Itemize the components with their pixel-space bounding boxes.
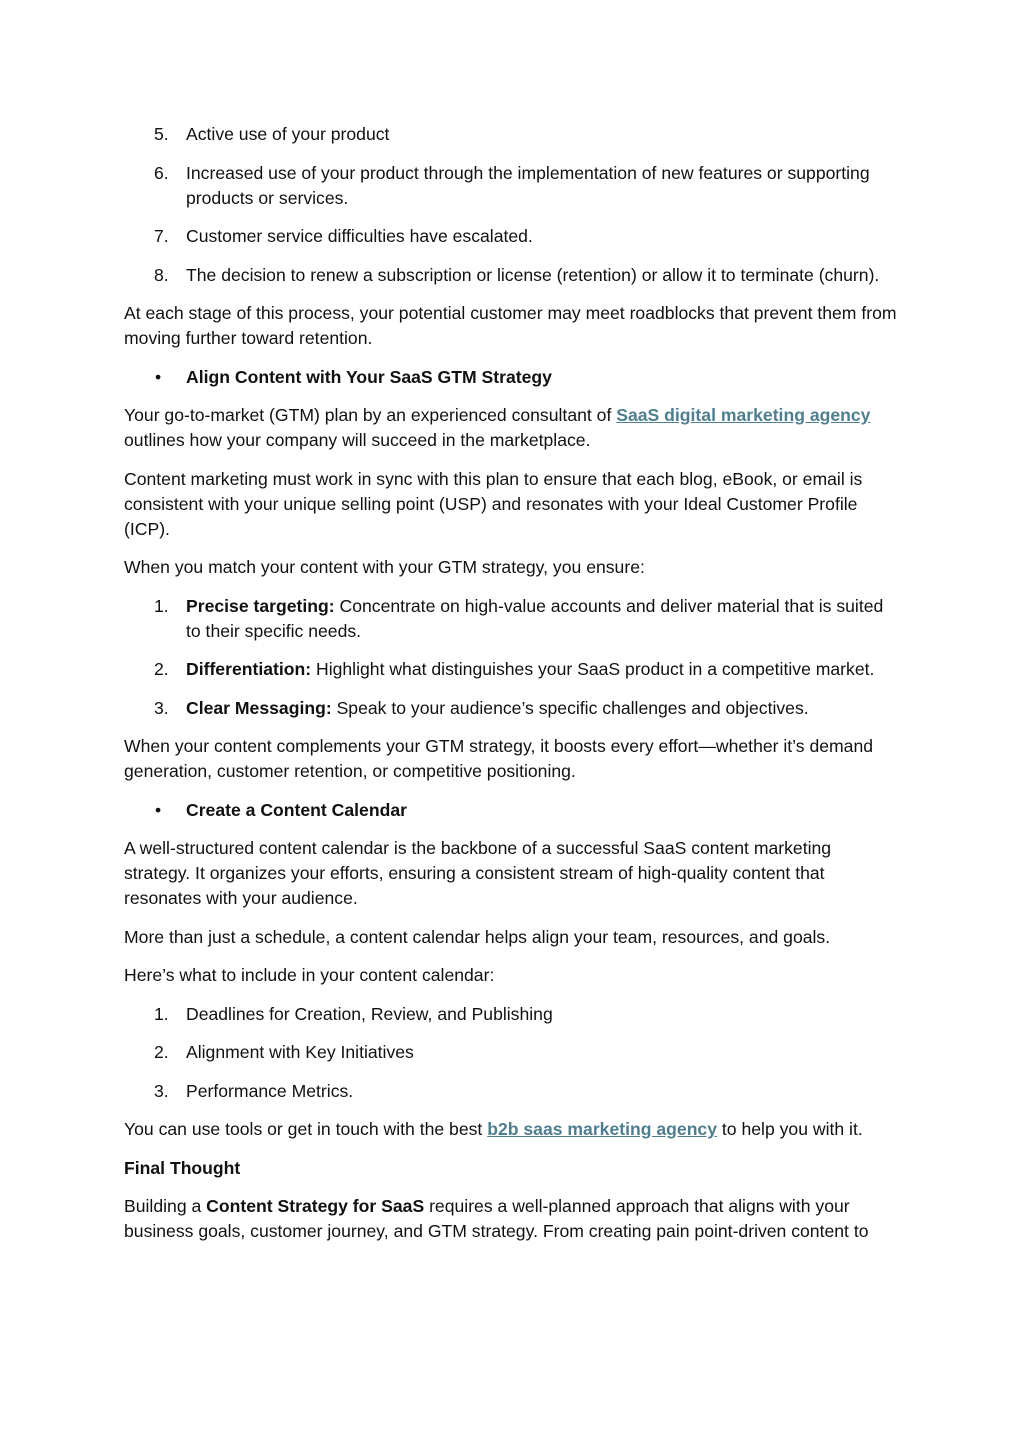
paragraph-stage: At each stage of this process, your potential customer may meet roadblocks that prevent them from moving further toward retention. bbox=[124, 303, 897, 348]
paragraph-backbone: A well-structured content calendar is the backbone of a successful SaaS content marketing strategy. It organizes your efforts, ensuring a consistent stream of high-quality content that resonates with your audience. bbox=[124, 838, 832, 908]
list-number: 3. bbox=[154, 697, 169, 718]
paragraph-final bbox=[124, 1194, 900, 1244]
heading-text: Final Thought bbox=[124, 1157, 241, 1178]
list-item bbox=[124, 1002, 900, 1027]
paragraph-schedule: More than just a schedule, a content calendar helps align your team, resources, and goals. bbox=[124, 926, 831, 947]
list-item-text: Alignment with Key Initiatives bbox=[186, 1042, 414, 1062]
numbered-list-journey bbox=[124, 122, 900, 288]
list-item bbox=[124, 263, 900, 288]
bullet-icon: • bbox=[155, 366, 162, 387]
b2b-agency-link[interactable]: b2b saas marketing agency bbox=[487, 1119, 718, 1139]
heading-text: Align Content with Your SaaS GTM Strategy bbox=[186, 366, 552, 387]
list-item bbox=[124, 161, 900, 211]
list-item-text: Performance Metrics. bbox=[186, 1080, 354, 1101]
saas-agency-link[interactable]: SaaS digital marketing agency bbox=[616, 405, 871, 425]
paragraph-gtm bbox=[124, 403, 900, 453]
heading-final-thought bbox=[124, 1156, 900, 1181]
text-span: Building a bbox=[124, 1196, 207, 1216]
list-item-text: Concentrate on high-value accounts and deliver material that is suited to their specific needs. bbox=[186, 595, 884, 641]
list-item-bold: Clear Messaging: bbox=[186, 697, 332, 718]
list-item bbox=[124, 594, 900, 644]
numbered-list-benefits bbox=[124, 594, 900, 721]
text-span: to help you with it. bbox=[717, 1119, 863, 1139]
list-item bbox=[124, 657, 900, 682]
bullet-icon: • bbox=[155, 799, 162, 820]
bullet-heading-align bbox=[124, 365, 900, 390]
text-span: outlines how your company will succeed in the marketplace. bbox=[124, 430, 591, 450]
text-span: Your go-to-market (GTM) plan by an experienced consultant of bbox=[124, 405, 617, 425]
list-number: 1. bbox=[154, 1003, 169, 1024]
list-number: 5. bbox=[154, 124, 169, 144]
list-item bbox=[124, 696, 900, 721]
list-number: 6. bbox=[154, 162, 169, 183]
list-item-text: Active use of your product bbox=[186, 124, 390, 144]
list-item-text: The decision to renew a subscription or license (retention) or allow it to terminate (churn). bbox=[186, 264, 880, 285]
list-item-text: Deadlines for Creation, Review, and Publishing bbox=[186, 1003, 553, 1024]
list-item-text: Customer service difficulties have escalated. bbox=[186, 226, 533, 246]
list-item bbox=[124, 1079, 900, 1104]
list-item-bold: Differentiation: bbox=[186, 659, 312, 679]
text-span: You can use tools or get in touch with the best bbox=[124, 1119, 488, 1139]
list-number: 2. bbox=[154, 1042, 169, 1062]
list-number: 2. bbox=[154, 659, 169, 679]
bold-phrase: Content Strategy for SaaS bbox=[206, 1196, 425, 1216]
list-number: 7. bbox=[154, 226, 169, 246]
paragraph-sync: Content marketing must work in sync with this plan to ensure that each blog, eBook, or email is consistent with your unique selling point (USP) and resonates with your Ideal Customer Profile (ICP). bbox=[124, 468, 863, 539]
list-item bbox=[124, 122, 900, 147]
document-page bbox=[124, 122, 900, 1258]
list-item-bold: Precise targeting: bbox=[186, 595, 335, 616]
section-heading bbox=[124, 798, 900, 823]
text-span: requires a well-planned approach that aligns with your business goals, customer journey, and GTM strategy. From creating pain point-driven content to bbox=[124, 1196, 869, 1241]
list-item-text: Increased use of your product through the implementation of new features or supporting products or services. bbox=[186, 162, 870, 208]
list-item bbox=[124, 224, 900, 249]
paragraph-match: When you match your content with your GTM strategy, you ensure: bbox=[124, 557, 645, 577]
paragraph-include: Here’s what to include in your content calendar: bbox=[124, 965, 495, 985]
list-number: 1. bbox=[154, 595, 169, 616]
list-number: 3. bbox=[154, 1080, 169, 1101]
bullet-heading-calendar bbox=[124, 798, 900, 823]
list-item bbox=[124, 1040, 900, 1065]
list-item-text: Speak to your audience’s specific challenges and objectives. bbox=[331, 697, 809, 718]
section-heading bbox=[124, 365, 900, 390]
list-number: 8. bbox=[154, 264, 169, 285]
paragraph-tools bbox=[124, 1117, 900, 1142]
numbered-list-calendar bbox=[124, 1002, 900, 1104]
list-item-text: Highlight what distinguishes your SaaS product in a competitive market. bbox=[311, 659, 875, 679]
paragraph-complements: When your content complements your GTM strategy, it boosts every effort—whether it’s demand generation, customer retention, or competitive positioning. bbox=[124, 736, 874, 781]
heading-text: Create a Content Calendar bbox=[186, 799, 407, 820]
